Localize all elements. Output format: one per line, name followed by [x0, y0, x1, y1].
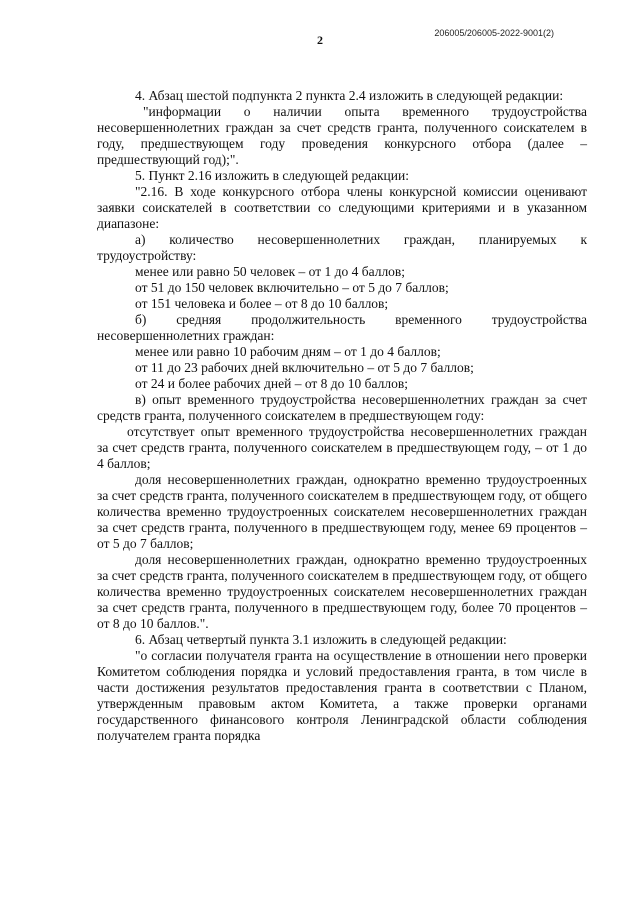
paragraph: отсутствует опыт временного трудоустройства несовершеннолетних граждан за счет средств гранта, полученного соискателем в предшествующем году, – от 1 до 4 баллов;	[97, 424, 587, 471]
paragraph: менее или равно 10 рабочим дням – от 1 до 4 баллов;	[135, 344, 441, 359]
paragraph: в) опыт временного трудоустройства несовершеннолетних граждан за счет средств гранта, полученного соискателем в предшествующем году:	[97, 392, 587, 423]
page-number: 2	[317, 33, 323, 47]
paragraph: "о согласии получателя гранта на осуществление в отношении него проверки Комитетом соблюдения порядка и условий предоставления гранта, в том числе в части достижения результатов предоставления гранта в соответствии с Планом, утвержденным правовым актом Комитета, а также проверки органами государственного финансового контроля Ленинградской области соблюдения получателем гранта порядка	[97, 648, 587, 743]
document-body	[97, 88, 587, 744]
paragraph: доля несовершеннолетних граждан, однократно временно трудоустроенных за счет средств гранта, полученного соискателем в предшествующем году, от общего количества временно трудоустроенных соискателем несовершеннолетних граждан за счет средств гранта, полученного в предшествующем году, более 70 процентов – от 8 до 10 баллов.".	[97, 552, 587, 631]
paragraph: "2.16. В ходе конкурсного отбора члены конкурсной комиссии оценивают заявки соискателей в соответствии со следующими критериями и в указанном диапазоне:	[97, 184, 587, 231]
paragraph: 6. Абзац четвертый пункта 3.1 изложить в следующей редакции:	[135, 632, 507, 647]
paragraph: от 151 человека и более – от 8 до 10 баллов;	[135, 296, 389, 311]
paragraph: б) средняя продолжительность временного трудоустройства несовершеннолетних граждан:	[97, 312, 587, 343]
paragraph: "информации о наличии опыта временного трудоустройства несовершеннолетних граждан за счет средств гранта, полученного соискателем в году, предшествующем году проведения конкурсного отбора (далее – предшествующий год);".	[97, 104, 587, 167]
paragraph: 4. Абзац шестой подпункта 2 пункта 2.4 изложить в следующей редакции:	[135, 88, 564, 103]
document-number: 206005/206005-2022-9001(2)	[434, 28, 554, 38]
paragraph: от 24 и более рабочих дней – от 8 до 10 баллов;	[135, 376, 408, 391]
paragraph: менее или равно 50 человек – от 1 до 4 баллов;	[135, 264, 406, 279]
paragraph: от 51 до 150 человек включительно – от 5 до 7 баллов;	[135, 280, 449, 295]
paragraph: от 11 до 23 рабочих дней включительно – от 5 до 7 баллов;	[135, 360, 474, 375]
paragraph: а) количество несовершеннолетних граждан, планируемых к трудоустройству:	[97, 232, 587, 263]
paragraph: доля несовершеннолетних граждан, однократно временно трудоустроенных за счет средств гранта, полученного соискателем в предшествующем году, от общего количества временно трудоустроенных соискателем несовершеннолетних граждан за счет средств гранта, полученного в предшествующем году, менее 69 процентов – от 5 до 7 баллов;	[97, 472, 587, 551]
paragraph: 5. Пункт 2.16 изложить в следующей редакции:	[135, 168, 409, 183]
